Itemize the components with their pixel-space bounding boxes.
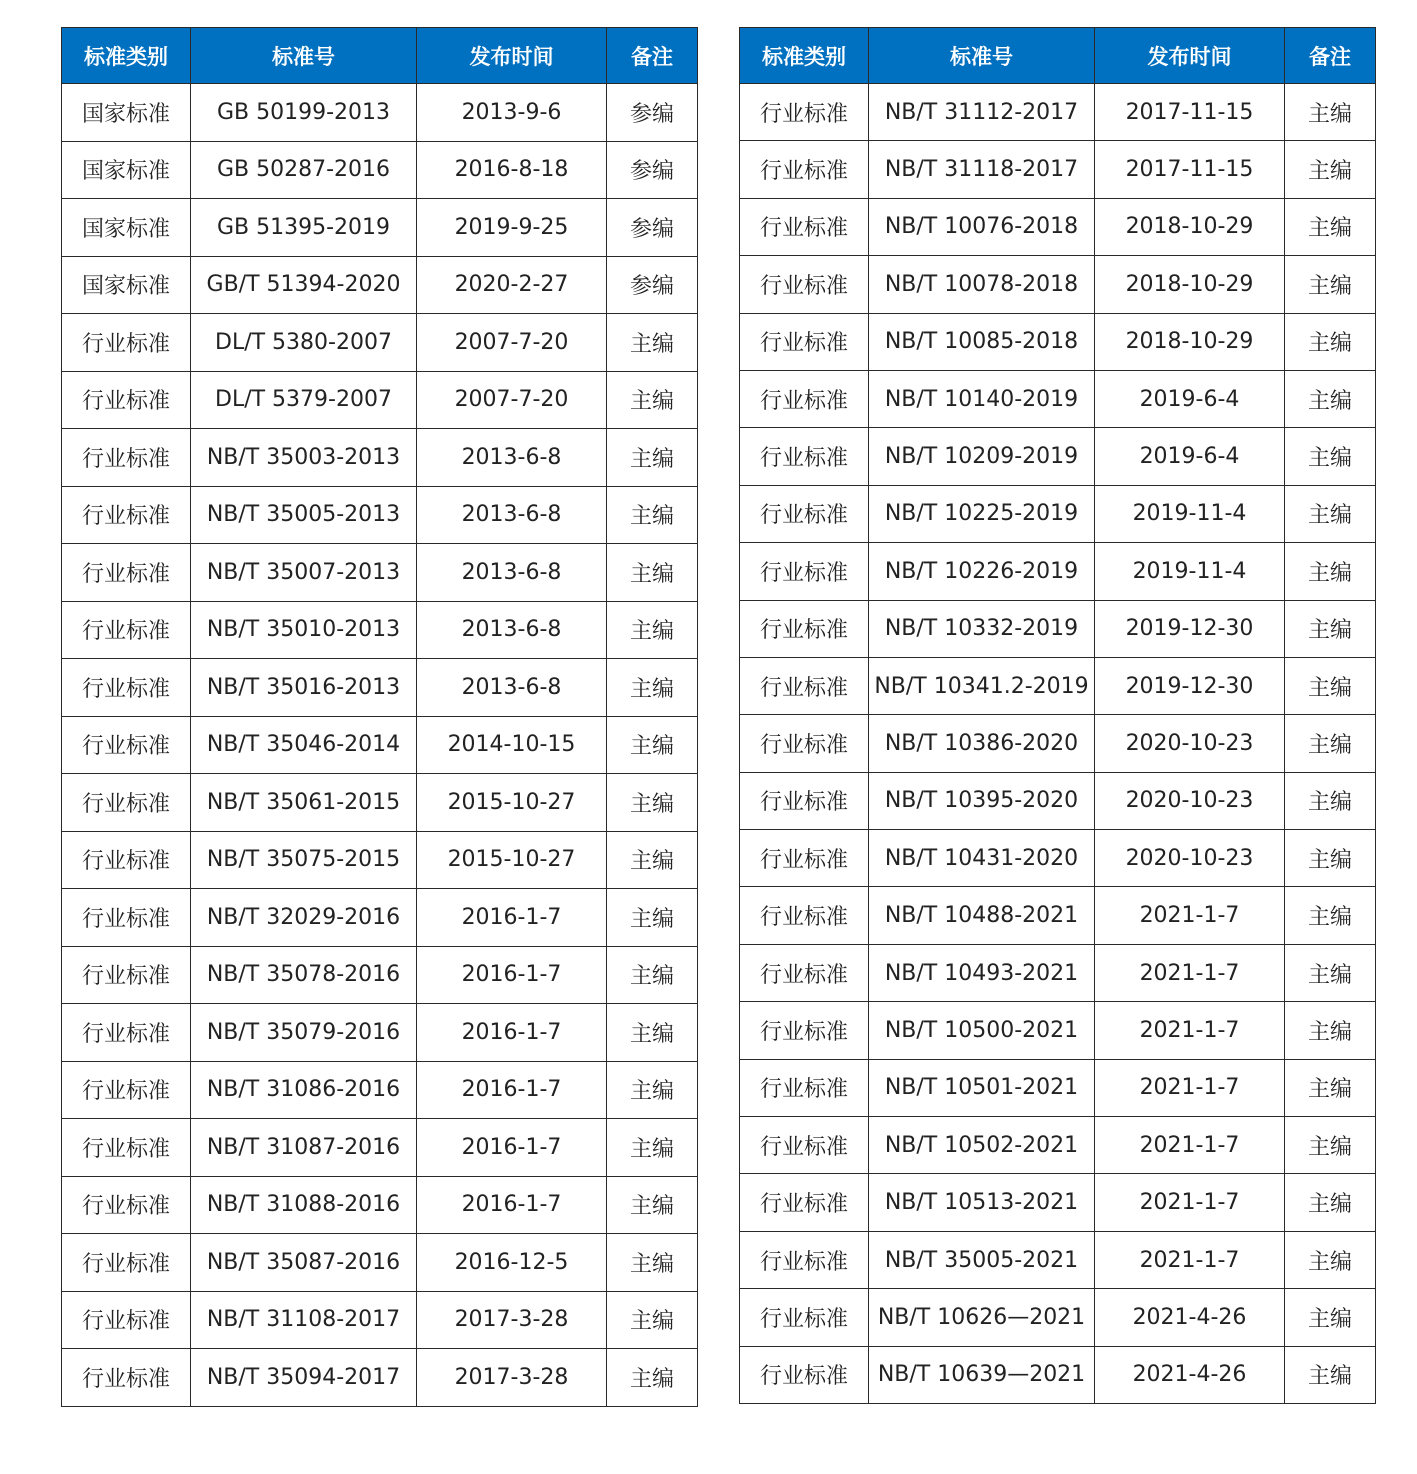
cell-note: 主编 <box>607 544 698 602</box>
cell-release-date: 2021-4-26 <box>1095 1346 1285 1403</box>
cell-standard-number: NB/T 35003-2013 <box>191 429 417 487</box>
table-row <box>740 485 1376 542</box>
cell-note: 主编 <box>607 486 698 544</box>
cell-category: 行业标准 <box>740 1346 869 1403</box>
cell-release-date: 2021-1-7 <box>1095 944 1285 1001</box>
cell-category: 行业标准 <box>62 1061 191 1119</box>
table-header-row <box>62 28 698 84</box>
cell-note: 主编 <box>607 1349 698 1407</box>
cell-note: 主编 <box>1285 84 1376 141</box>
cell-category: 行业标准 <box>62 774 191 832</box>
cell-release-date: 2016-12-5 <box>417 1234 607 1292</box>
table-row <box>740 543 1376 600</box>
cell-standard-number: NB/T 35087-2016 <box>191 1234 417 1292</box>
cell-category: 行业标准 <box>740 141 869 198</box>
cell-category: 行业标准 <box>740 428 869 485</box>
cell-note: 主编 <box>1285 657 1376 714</box>
cell-standard-number: NB/T 10225-2019 <box>869 485 1095 542</box>
cell-standard-number: NB/T 31118-2017 <box>869 141 1095 198</box>
cell-category: 国家标准 <box>62 199 191 257</box>
cell-release-date: 2015-10-27 <box>417 774 607 832</box>
table-row <box>740 1002 1376 1059</box>
cell-standard-number: NB/T 35046-2014 <box>191 716 417 774</box>
cell-category: 行业标准 <box>62 544 191 602</box>
cell-category: 国家标准 <box>62 256 191 314</box>
cell-category: 国家标准 <box>62 141 191 199</box>
table-row <box>62 256 698 314</box>
table-row <box>740 830 1376 887</box>
cell-category: 行业标准 <box>740 543 869 600</box>
header-number: 标准号 <box>869 28 1095 84</box>
cell-standard-number: NB/T 10078-2018 <box>869 256 1095 313</box>
table-row <box>62 831 698 889</box>
cell-release-date: 2013-6-8 <box>417 544 607 602</box>
table-row <box>62 1119 698 1177</box>
cell-standard-number: NB/T 31112-2017 <box>869 84 1095 141</box>
cell-standard-number: NB/T 31108-2017 <box>191 1291 417 1349</box>
cell-standard-number: NB/T 10431-2020 <box>869 830 1095 887</box>
cell-category: 行业标准 <box>740 256 869 313</box>
cell-category: 行业标准 <box>62 659 191 717</box>
cell-note: 主编 <box>1285 485 1376 542</box>
cell-standard-number: NB/T 10140-2019 <box>869 370 1095 427</box>
cell-category: 行业标准 <box>740 657 869 714</box>
cell-category: 行业标准 <box>740 944 869 1001</box>
table-row <box>62 141 698 199</box>
cell-release-date: 2020-10-23 <box>1095 830 1285 887</box>
standards-table-left <box>61 27 698 1407</box>
table-row <box>740 1289 1376 1346</box>
cell-category: 行业标准 <box>62 1349 191 1407</box>
cell-category: 行业标准 <box>740 1174 869 1231</box>
cell-standard-number: NB/T 10626—2021 <box>869 1289 1095 1346</box>
cell-note: 主编 <box>607 774 698 832</box>
table-row <box>740 600 1376 657</box>
cell-category: 行业标准 <box>62 1004 191 1062</box>
cell-category: 行业标准 <box>740 600 869 657</box>
table-row <box>62 486 698 544</box>
table-row <box>62 1061 698 1119</box>
table-row <box>740 1174 1376 1231</box>
cell-standard-number: DL/T 5380-2007 <box>191 314 417 372</box>
cell-category: 行业标准 <box>62 1291 191 1349</box>
header-note: 备注 <box>1285 28 1376 84</box>
cell-standard-number: NB/T 10500-2021 <box>869 1002 1095 1059</box>
cell-standard-number: NB/T 35094-2017 <box>191 1349 417 1407</box>
cell-note: 主编 <box>607 314 698 372</box>
cell-note: 主编 <box>1285 1289 1376 1346</box>
cell-category: 行业标准 <box>62 314 191 372</box>
table-row <box>740 141 1376 198</box>
cell-note: 主编 <box>1285 370 1376 427</box>
cell-category: 行业标准 <box>62 716 191 774</box>
cell-category: 行业标准 <box>740 1289 869 1346</box>
cell-standard-number: NB/T 10209-2019 <box>869 428 1095 485</box>
table-row <box>740 1117 1376 1174</box>
cell-release-date: 2016-1-7 <box>417 1061 607 1119</box>
cell-release-date: 2019-11-4 <box>1095 485 1285 542</box>
cell-category: 行业标准 <box>740 715 869 772</box>
table-row <box>62 371 698 429</box>
table-row <box>740 198 1376 255</box>
cell-standard-number: NB/T 10395-2020 <box>869 772 1095 829</box>
cell-release-date: 2013-6-8 <box>417 486 607 544</box>
cell-standard-number: NB/T 35061-2015 <box>191 774 417 832</box>
cell-release-date: 2007-7-20 <box>417 314 607 372</box>
cell-note: 主编 <box>607 601 698 659</box>
cell-release-date: 2013-6-8 <box>417 659 607 717</box>
cell-standard-number: GB 50287-2016 <box>191 141 417 199</box>
table-row <box>62 429 698 487</box>
table-body-left <box>62 84 698 1407</box>
cell-release-date: 2021-1-7 <box>1095 1174 1285 1231</box>
cell-category: 行业标准 <box>62 1176 191 1234</box>
cell-release-date: 2014-10-15 <box>417 716 607 774</box>
cell-standard-number: NB/T 10488-2021 <box>869 887 1095 944</box>
header-category: 标准类别 <box>62 28 191 84</box>
cell-note: 主编 <box>1285 715 1376 772</box>
table-row <box>740 1231 1376 1288</box>
cell-standard-number: NB/T 10502-2021 <box>869 1117 1095 1174</box>
cell-release-date: 2018-10-29 <box>1095 313 1285 370</box>
cell-release-date: 2021-1-7 <box>1095 1231 1285 1288</box>
cell-note: 主编 <box>1285 830 1376 887</box>
cell-category: 行业标准 <box>740 830 869 887</box>
cell-category: 行业标准 <box>62 429 191 487</box>
cell-category: 行业标准 <box>62 831 191 889</box>
cell-category: 行业标准 <box>740 370 869 427</box>
cell-standard-number: NB/T 10513-2021 <box>869 1174 1095 1231</box>
cell-category: 行业标准 <box>740 887 869 944</box>
header-category: 标准类别 <box>740 28 869 84</box>
cell-release-date: 2015-10-27 <box>417 831 607 889</box>
cell-release-date: 2016-1-7 <box>417 1119 607 1177</box>
cell-release-date: 2019-9-25 <box>417 199 607 257</box>
table-row <box>740 944 1376 1001</box>
cell-note: 参编 <box>607 84 698 142</box>
cell-standard-number: NB/T 31087-2016 <box>191 1119 417 1177</box>
cell-release-date: 2016-1-7 <box>417 1004 607 1062</box>
cell-category: 行业标准 <box>740 313 869 370</box>
cell-standard-number: GB 50199-2013 <box>191 84 417 142</box>
cell-category: 行业标准 <box>740 485 869 542</box>
cell-category: 行业标准 <box>740 772 869 829</box>
cell-note: 主编 <box>1285 141 1376 198</box>
table-row <box>740 715 1376 772</box>
cell-release-date: 2016-8-18 <box>417 141 607 199</box>
cell-note: 参编 <box>607 141 698 199</box>
cell-release-date: 2020-10-23 <box>1095 772 1285 829</box>
cell-note: 主编 <box>1285 1231 1376 1288</box>
cell-category: 行业标准 <box>62 1234 191 1292</box>
standards-table-right <box>739 27 1376 1404</box>
cell-release-date: 2019-11-4 <box>1095 543 1285 600</box>
cell-note: 主编 <box>1285 1059 1376 1116</box>
cell-note: 主编 <box>607 1176 698 1234</box>
cell-release-date: 2021-1-7 <box>1095 1002 1285 1059</box>
header-date: 发布时间 <box>417 28 607 84</box>
cell-category: 行业标准 <box>62 371 191 429</box>
cell-release-date: 2013-6-8 <box>417 429 607 487</box>
cell-note: 主编 <box>1285 256 1376 313</box>
cell-release-date: 2017-3-28 <box>417 1349 607 1407</box>
cell-note: 主编 <box>1285 428 1376 485</box>
cell-release-date: 2016-1-7 <box>417 946 607 1004</box>
cell-standard-number: NB/T 10639—2021 <box>869 1346 1095 1403</box>
cell-release-date: 2018-10-29 <box>1095 198 1285 255</box>
cell-note: 主编 <box>1285 600 1376 657</box>
table-row <box>740 887 1376 944</box>
cell-standard-number: NB/T 35075-2015 <box>191 831 417 889</box>
table-row <box>62 1176 698 1234</box>
cell-standard-number: NB/T 10501-2021 <box>869 1059 1095 1116</box>
table-row <box>62 601 698 659</box>
cell-note: 主编 <box>607 946 698 1004</box>
table-row <box>740 84 1376 141</box>
cell-standard-number: NB/T 10341.2-2019 <box>869 657 1095 714</box>
cell-category: 行业标准 <box>740 1117 869 1174</box>
cell-standard-number: NB/T 35079-2016 <box>191 1004 417 1062</box>
table-row <box>62 314 698 372</box>
cell-standard-number: NB/T 10226-2019 <box>869 543 1095 600</box>
cell-release-date: 2020-10-23 <box>1095 715 1285 772</box>
cell-standard-number: NB/T 35078-2016 <box>191 946 417 1004</box>
cell-note: 参编 <box>607 199 698 257</box>
cell-note: 主编 <box>1285 1174 1376 1231</box>
cell-note: 主编 <box>607 716 698 774</box>
cell-category: 行业标准 <box>740 1002 869 1059</box>
table-row <box>62 889 698 947</box>
cell-standard-number: NB/T 35016-2013 <box>191 659 417 717</box>
cell-release-date: 2016-1-7 <box>417 889 607 947</box>
cell-release-date: 2019-6-4 <box>1095 428 1285 485</box>
table-row <box>740 1059 1376 1116</box>
table-row <box>740 657 1376 714</box>
table-row <box>62 1349 698 1407</box>
table-row <box>62 1004 698 1062</box>
header-date: 发布时间 <box>1095 28 1285 84</box>
table-row <box>62 946 698 1004</box>
cell-standard-number: NB/T 35010-2013 <box>191 601 417 659</box>
table-row <box>62 199 698 257</box>
cell-note: 参编 <box>607 256 698 314</box>
table-row <box>62 1291 698 1349</box>
cell-release-date: 2019-6-4 <box>1095 370 1285 427</box>
cell-note: 主编 <box>607 1004 698 1062</box>
cell-note: 主编 <box>1285 1346 1376 1403</box>
cell-note: 主编 <box>607 429 698 487</box>
cell-category: 行业标准 <box>62 889 191 947</box>
table-row <box>62 1234 698 1292</box>
table-row <box>62 544 698 602</box>
cell-note: 主编 <box>607 831 698 889</box>
cell-release-date: 2021-1-7 <box>1095 887 1285 944</box>
cell-category: 行业标准 <box>740 198 869 255</box>
cell-release-date: 2016-1-7 <box>417 1176 607 1234</box>
cell-standard-number: NB/T 10085-2018 <box>869 313 1095 370</box>
cell-category: 行业标准 <box>740 1059 869 1116</box>
cell-note: 主编 <box>1285 543 1376 600</box>
cell-release-date: 2021-1-7 <box>1095 1059 1285 1116</box>
cell-standard-number: NB/T 10493-2021 <box>869 944 1095 1001</box>
cell-note: 主编 <box>1285 198 1376 255</box>
cell-note: 主编 <box>1285 772 1376 829</box>
cell-note: 主编 <box>1285 887 1376 944</box>
cell-release-date: 2017-11-15 <box>1095 141 1285 198</box>
cell-note: 主编 <box>1285 1117 1376 1174</box>
cell-note: 主编 <box>607 889 698 947</box>
table-row <box>62 659 698 717</box>
cell-release-date: 2013-6-8 <box>417 601 607 659</box>
cell-release-date: 2019-12-30 <box>1095 657 1285 714</box>
cell-standard-number: NB/T 32029-2016 <box>191 889 417 947</box>
cell-note: 主编 <box>607 371 698 429</box>
cell-release-date: 2013-9-6 <box>417 84 607 142</box>
cell-release-date: 2020-2-27 <box>417 256 607 314</box>
cell-standard-number: NB/T 31088-2016 <box>191 1176 417 1234</box>
header-number: 标准号 <box>191 28 417 84</box>
table-row <box>740 428 1376 485</box>
cell-note: 主编 <box>607 1291 698 1349</box>
table-row <box>62 716 698 774</box>
cell-release-date: 2017-3-28 <box>417 1291 607 1349</box>
table-row <box>740 313 1376 370</box>
cell-category: 行业标准 <box>740 84 869 141</box>
cell-category: 行业标准 <box>62 1119 191 1177</box>
cell-category: 行业标准 <box>62 601 191 659</box>
cell-note: 主编 <box>607 1119 698 1177</box>
header-note: 备注 <box>607 28 698 84</box>
table-row <box>740 256 1376 313</box>
table-header-row <box>740 28 1376 84</box>
cell-note: 主编 <box>607 659 698 717</box>
cell-note: 主编 <box>1285 1002 1376 1059</box>
cell-standard-number: DL/T 5379-2007 <box>191 371 417 429</box>
table-row <box>740 1346 1376 1403</box>
cell-note: 主编 <box>1285 313 1376 370</box>
cell-category: 行业标准 <box>62 946 191 1004</box>
cell-category: 行业标准 <box>740 1231 869 1288</box>
table-row <box>740 370 1376 427</box>
cell-note: 主编 <box>607 1234 698 1292</box>
cell-release-date: 2018-10-29 <box>1095 256 1285 313</box>
cell-release-date: 2021-1-7 <box>1095 1117 1285 1174</box>
cell-release-date: 2019-12-30 <box>1095 600 1285 657</box>
cell-release-date: 2021-4-26 <box>1095 1289 1285 1346</box>
table-row <box>62 84 698 142</box>
cell-standard-number: NB/T 10386-2020 <box>869 715 1095 772</box>
cell-standard-number: GB 51395-2019 <box>191 199 417 257</box>
cell-standard-number: NB/T 31086-2016 <box>191 1061 417 1119</box>
cell-standard-number: NB/T 35007-2013 <box>191 544 417 602</box>
cell-standard-number: GB/T 51394-2020 <box>191 256 417 314</box>
table-row <box>740 772 1376 829</box>
cell-standard-number: NB/T 10076-2018 <box>869 198 1095 255</box>
cell-standard-number: NB/T 35005-2021 <box>869 1231 1095 1288</box>
cell-release-date: 2017-11-15 <box>1095 84 1285 141</box>
cell-category: 国家标准 <box>62 84 191 142</box>
cell-release-date: 2007-7-20 <box>417 371 607 429</box>
cell-category: 行业标准 <box>62 486 191 544</box>
table-row <box>62 774 698 832</box>
cell-standard-number: NB/T 10332-2019 <box>869 600 1095 657</box>
cell-note: 主编 <box>607 1061 698 1119</box>
cell-note: 主编 <box>1285 944 1376 1001</box>
cell-standard-number: NB/T 35005-2013 <box>191 486 417 544</box>
table-body-right <box>740 84 1376 1404</box>
